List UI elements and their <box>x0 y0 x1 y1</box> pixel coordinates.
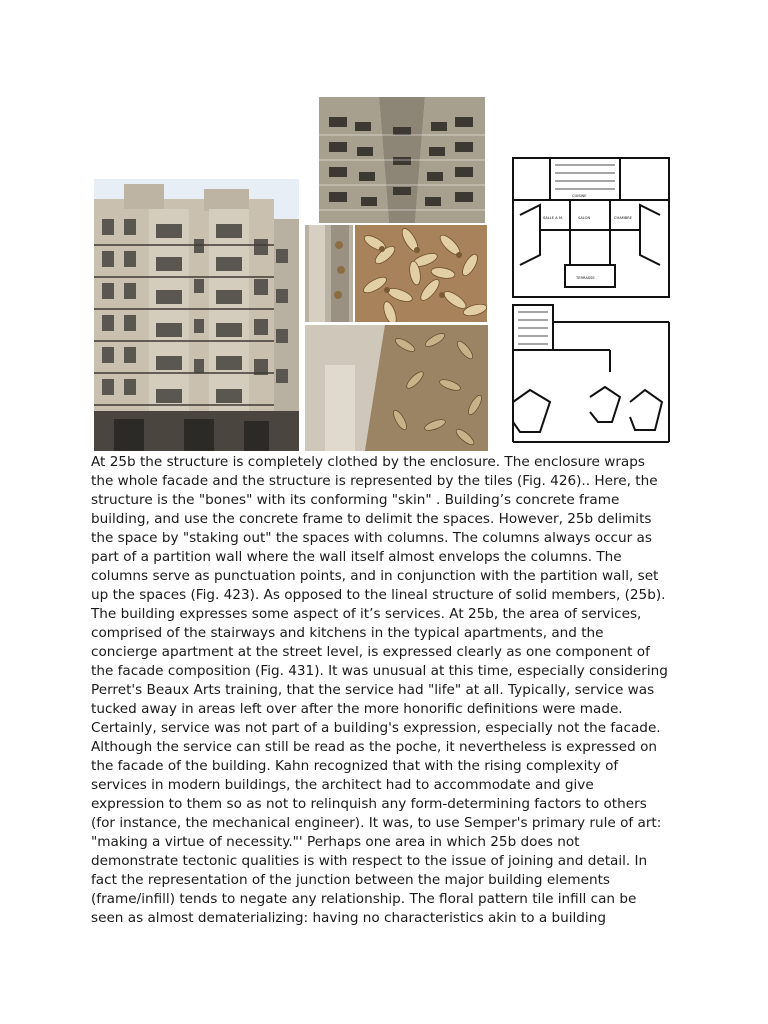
column-detail-photo <box>305 225 353 322</box>
plan-label-chambre: CHAMBRE <box>614 216 633 220</box>
floor-plan-drawing-top <box>510 155 672 300</box>
facade-photo <box>94 179 299 451</box>
body-paragraph: At 25b the structure is completely clothed by the enclosure. The enclosure wraps the whole facade and the structure is represented by the tiles (Fig. 426).. Here, the structure is the "bones" with its conforming "skin" . Building’s concrete frame building, and use the concrete frame to delimit the spaces. However, 25b delimits the space by "staking out" the spaces with columns. The columns always occur as part of a partition wall where the wall itself almost envelops the columns. The columns serve as punctuation points, and in conjunction with the partition wall, set up the spaces (Fig. 423). As opposed to the lineal structure of solid members, (25b). The building expresses some aspect of it’s services. At 25b, the area of services, comprised of the stairways and kitchens in the typical apartments, and the concierge apartment at the street level, is expressed clearly as one component of the facade composition (Fig. 431). It was unusual at this time, especially considering Perret's Beaux Arts training, that the service had "life" at all. Typically, service was tucked away in areas left over after the more honorific definitions were made. Certainly, service was not part of a building's expression, especially not the facade. Although the service can still be read as the poche, it nevertheless is expressed on the facade of the building. Kahn recognized that with the rising complexity of services in modern buildings, the architect had to accommodate and give expression to them so as not to relinquish any form-determining factors to others (for instance, the mechanical engineer). It was, to use Semper's primary rule of art: "making a virtue of necessity."' Perhaps one area in which 25b does not demonstrate tectonic qualities is with respect to the issue of joining and detail. In fact the representation of the junction between the major building elements (frame/infill) tends to negate any relationship. The floral pattern tile infill can be seen as almost dematerializing: having no characteristics akin to a building <box>91 454 668 926</box>
plan-label-salon: SALON <box>578 216 591 220</box>
plan-label-terrasse: TERRASSE <box>576 276 595 280</box>
entrance-corner-photo <box>305 325 488 451</box>
plan-label-cuisine: CUISINE <box>572 194 587 198</box>
floral-tile-photo <box>355 225 487 322</box>
floor-plan-drawing-bottom <box>510 302 672 447</box>
plan-label-salle: SALLE A M. <box>543 216 564 220</box>
upward-view-photo <box>319 97 485 223</box>
